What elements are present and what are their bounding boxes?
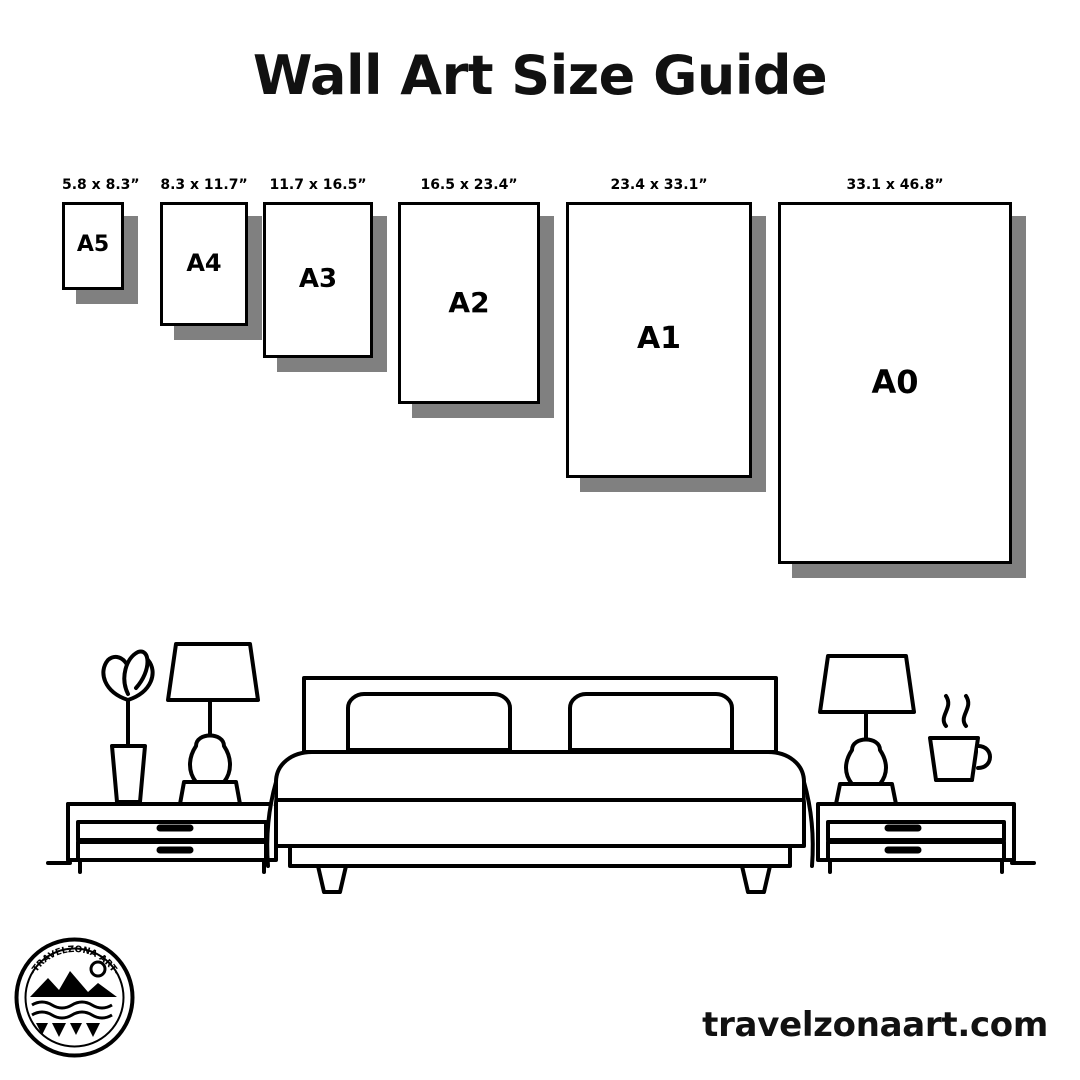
frame-dimensions-label: 23.4 x 33.1” (610, 177, 708, 193)
frame-a0 (778, 177, 1026, 578)
frame-dimensions-label: 8.3 x 11.7” (160, 177, 248, 193)
logo-text-top: ·TRAVELZONA ART· (28, 944, 121, 977)
frame-code-label: A0 (871, 363, 919, 402)
brand-logo (12, 935, 137, 1060)
frame-dimensions-label: 11.7 x 16.5” (269, 177, 367, 193)
bed (267, 678, 812, 892)
frame-a3 (263, 177, 387, 372)
bedroom-illustration (0, 560, 1080, 920)
travelzonaart-logo-icon (12, 935, 137, 1060)
coffee-cup (920, 696, 990, 804)
frame-a5 (62, 177, 140, 304)
site-url: travelzonaart.com (702, 1005, 1048, 1045)
frame-code-label: A3 (298, 263, 338, 294)
plant-left (103, 652, 152, 802)
nightstand-left (68, 804, 276, 872)
nightstand-right (818, 804, 1014, 872)
frame-code-label: A4 (186, 249, 222, 278)
frame-a2 (398, 177, 554, 418)
lamp-right (820, 656, 914, 804)
frame-code-label: A1 (636, 321, 682, 357)
frame-a4 (160, 177, 262, 340)
frame-code-label: A2 (448, 285, 490, 319)
lamp-left (168, 644, 258, 804)
frame-dimensions-label: 16.5 x 23.4” (420, 177, 518, 193)
frame-dimensions-label: 5.8 x 8.3” (62, 177, 140, 193)
bedroom-line-art (0, 560, 1080, 920)
page-title: Wall Art Size Guide (252, 44, 828, 107)
frame-a1 (566, 177, 766, 492)
frame-dimensions-label: 33.1 x 46.8” (846, 177, 944, 193)
frame-code-label: A5 (76, 232, 110, 258)
